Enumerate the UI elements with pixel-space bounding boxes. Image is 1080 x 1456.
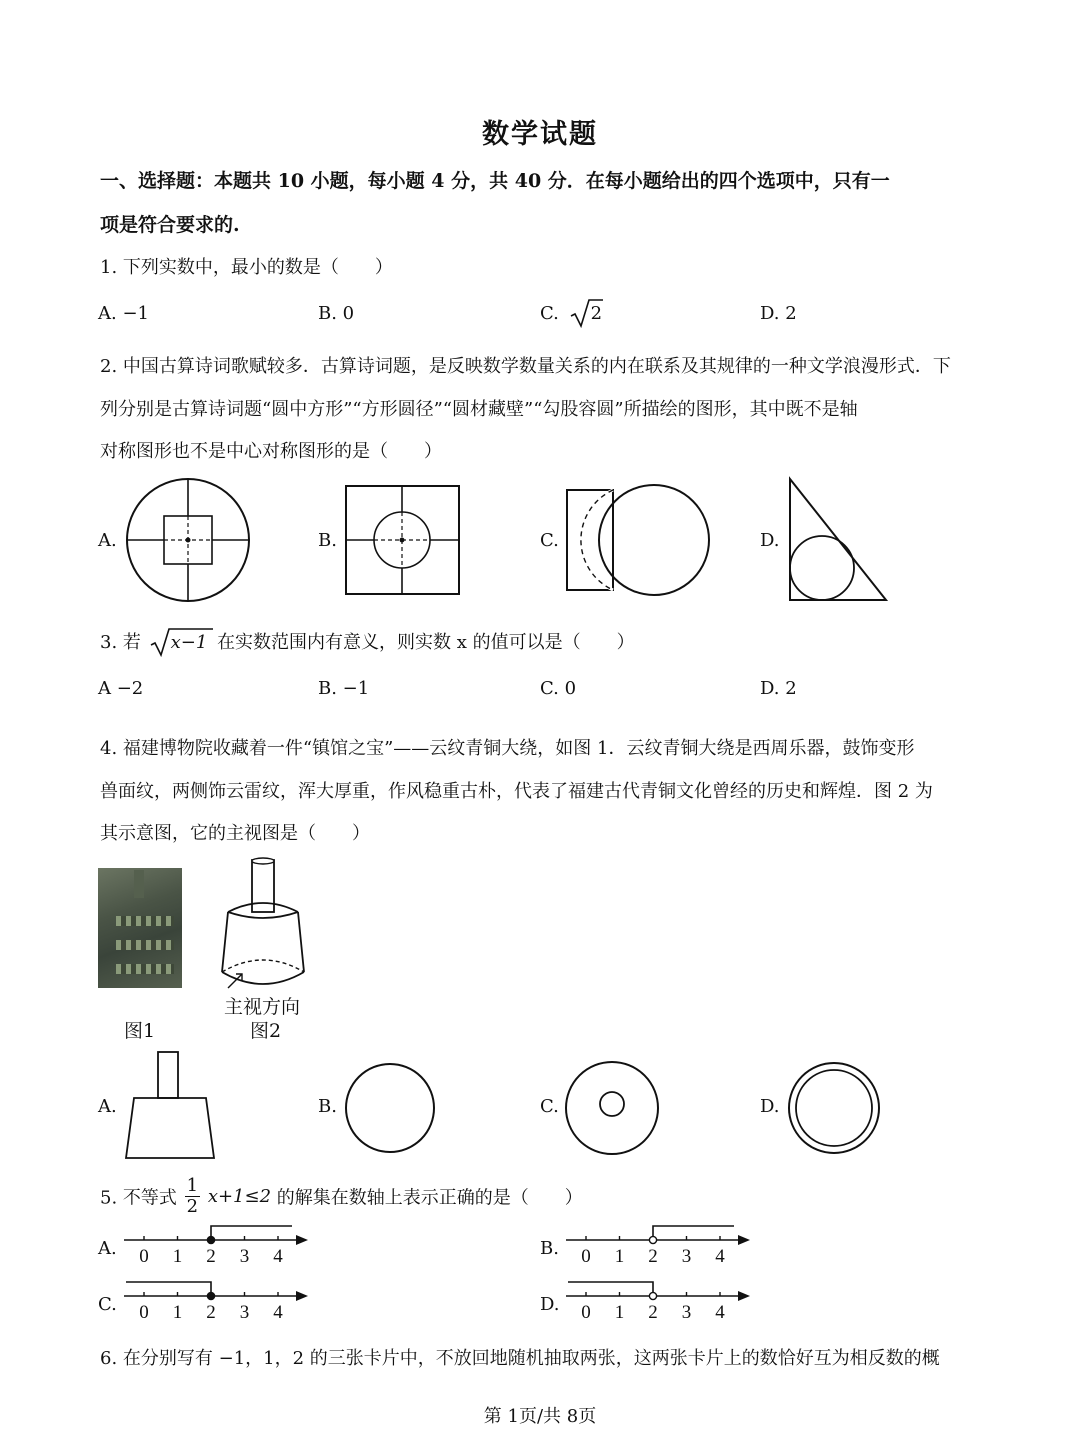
q4-label-c: C. xyxy=(540,1096,559,1117)
tick-label: 3 xyxy=(681,1246,692,1267)
tick-label: 2 xyxy=(648,1246,658,1267)
q2-label-d: D. xyxy=(760,530,780,551)
closed-endpoint xyxy=(207,1236,214,1243)
q5-suffix: 的解集在数轴上表示正确的是（ ） xyxy=(276,1187,583,1209)
q4-figure-b xyxy=(342,1060,438,1156)
solution-ray xyxy=(568,1282,653,1296)
tick-label: 4 xyxy=(715,1302,725,1323)
tick-label: 0 xyxy=(139,1246,149,1267)
q4-figure-d xyxy=(786,1060,882,1156)
photo-pattern-band xyxy=(116,940,174,950)
section-heading-line1: 一、选择题：本题共 10 小题，每小题 4 分，共 40 分．在每小题给出的四个选项中，只有一 xyxy=(100,170,890,192)
tick-label: 2 xyxy=(648,1302,658,1323)
q2-stem-line2: 列分别是古算诗词题“圆中方形”“方形圆径”“圆材藏壁”“勾股容圆”所描绘的图形，其中既不是轴 xyxy=(100,399,858,420)
q2-stem-line3: 对称图形也不是中心对称图形的是（ ） xyxy=(100,441,442,462)
q4-label-d: D. xyxy=(760,1096,780,1117)
tick-label: 4 xyxy=(273,1246,283,1267)
q5-numberline-d xyxy=(564,1274,754,1326)
q1-option-b: B. 0 xyxy=(318,303,355,324)
axis-arrow xyxy=(738,1291,750,1301)
q2-stem-line1: 2. 中国古算诗词歌赋较多．古算诗词题，是反映数学数量关系的内在联系及其规律的一种文学浪漫形式．下 xyxy=(100,356,951,377)
q4-stem-line3: 其示意图，它的主视图是（ ） xyxy=(100,823,370,844)
q4-label-b: B. xyxy=(318,1096,337,1117)
q2-figure-a xyxy=(122,478,256,604)
q3-option-a: A −2 xyxy=(98,678,144,699)
q1-option-c xyxy=(540,303,602,324)
solution-ray xyxy=(211,1226,292,1240)
q6-stem-line1: 6. 在分别写有 −1，1，2 的三张卡片中，不放回地随机抽取两张，这两张卡片上的数恰好互为相反数的概 xyxy=(100,1348,940,1369)
tick-label: 1 xyxy=(172,1302,183,1323)
q2-label-c: C. xyxy=(540,530,559,551)
photo-pattern-band xyxy=(116,916,174,926)
tick-label: 4 xyxy=(273,1302,283,1323)
q1-stem: 1. 下列实数中，最小的数是（ ） xyxy=(100,257,393,278)
q3-suffix: 在实数范围内有意义，则实数 x 的值可以是（ ） xyxy=(217,632,635,653)
q5-label-b: B. xyxy=(540,1238,559,1259)
q5-expression: x+1≤2 xyxy=(207,1186,272,1207)
q3-option-b: B. −1 xyxy=(318,678,370,699)
q5-fraction-numerator: 1 xyxy=(186,1175,199,1196)
solution-ray xyxy=(653,1226,734,1240)
solution-ray xyxy=(126,1282,211,1296)
tick-label: 4 xyxy=(715,1246,725,1267)
q4-figure-c xyxy=(562,1058,662,1158)
tick-label: 0 xyxy=(581,1246,591,1267)
q3-prefix: 3. 若 xyxy=(100,632,141,653)
q5-numberline-a xyxy=(122,1218,312,1270)
tick-label: 3 xyxy=(239,1246,250,1267)
q5-stem xyxy=(100,1176,583,1224)
q3-radical-sign xyxy=(149,627,213,657)
q3-stem xyxy=(100,628,635,654)
q3-option-c: C. 0 xyxy=(540,678,577,699)
q5-fraction xyxy=(185,1176,200,1217)
tick-label: 2 xyxy=(206,1302,216,1323)
page-title: 数学试题 xyxy=(482,119,598,150)
q5-label-d: D. xyxy=(540,1294,560,1315)
section-heading-line2: 项是符合要求的. xyxy=(100,214,240,236)
q4-label-a: A. xyxy=(98,1096,117,1117)
q5-numberline-b xyxy=(564,1218,754,1270)
axis-arrow xyxy=(738,1235,750,1245)
q4-stem-line2: 兽面纹，两侧饰云雷纹，浑大厚重，作风稳重古朴，代表了福建古代青铜文化曾经的历史和辉煌．图 2 为 xyxy=(100,781,933,802)
tick-label: 3 xyxy=(681,1302,692,1323)
tick-label: 1 xyxy=(614,1246,625,1267)
axis-arrow xyxy=(296,1291,308,1301)
q2-figure-b xyxy=(344,484,462,596)
q1-option-a: A. −1 xyxy=(98,303,149,324)
tick-label: 3 xyxy=(239,1302,250,1323)
tick-label: 0 xyxy=(139,1302,149,1323)
radical-sign xyxy=(569,298,603,328)
q5-prefix: 5. 不等式 xyxy=(100,1187,177,1209)
tick-label: 1 xyxy=(614,1302,625,1323)
q2-label-a: A. xyxy=(98,530,117,551)
q3-sqrt-expression xyxy=(151,632,208,653)
q5-label-c: C. xyxy=(98,1294,117,1315)
q3-option-d: D. 2 xyxy=(760,678,797,699)
q5-label-a: A. xyxy=(98,1238,117,1259)
q5-numberline-c xyxy=(122,1274,312,1326)
bronze-bell-photo xyxy=(98,868,182,988)
sqrt-expression xyxy=(573,303,602,324)
axis-arrow xyxy=(296,1235,308,1245)
photo-pattern-band xyxy=(116,964,174,974)
radicand: 2 xyxy=(590,303,603,324)
q4-stem-line1: 4. 福建博物院收藏着一件“镇馆之宝”——云纹青铜大绕，如图 1．云纹青铜大绕是西周乐器，鼓饰变形 xyxy=(100,738,915,759)
figure2-caption: 图2 xyxy=(250,1020,282,1042)
q2-figure-c xyxy=(564,476,714,604)
q1-option-c-label: C. xyxy=(540,303,559,324)
figure1-caption: 图1 xyxy=(124,1020,156,1042)
tick-label: 1 xyxy=(172,1246,183,1267)
page-footer: 第 1页/共 8页 xyxy=(483,1406,597,1427)
q2-label-b: B. xyxy=(318,530,337,551)
photo-stem xyxy=(134,870,144,898)
tick-label: 2 xyxy=(206,1246,216,1267)
q1-option-d: D. 2 xyxy=(760,303,797,324)
open-endpoint xyxy=(649,1292,656,1299)
open-endpoint xyxy=(649,1236,656,1243)
q2-figure-d xyxy=(786,476,890,604)
q4-figure-a xyxy=(122,1050,222,1162)
q3-radicand: x−1 xyxy=(170,632,208,653)
closed-endpoint xyxy=(207,1292,214,1299)
q5-fraction-denominator: 2 xyxy=(186,1196,199,1217)
tick-label: 0 xyxy=(581,1302,591,1323)
direction-label: 主视方向 xyxy=(224,996,301,1018)
